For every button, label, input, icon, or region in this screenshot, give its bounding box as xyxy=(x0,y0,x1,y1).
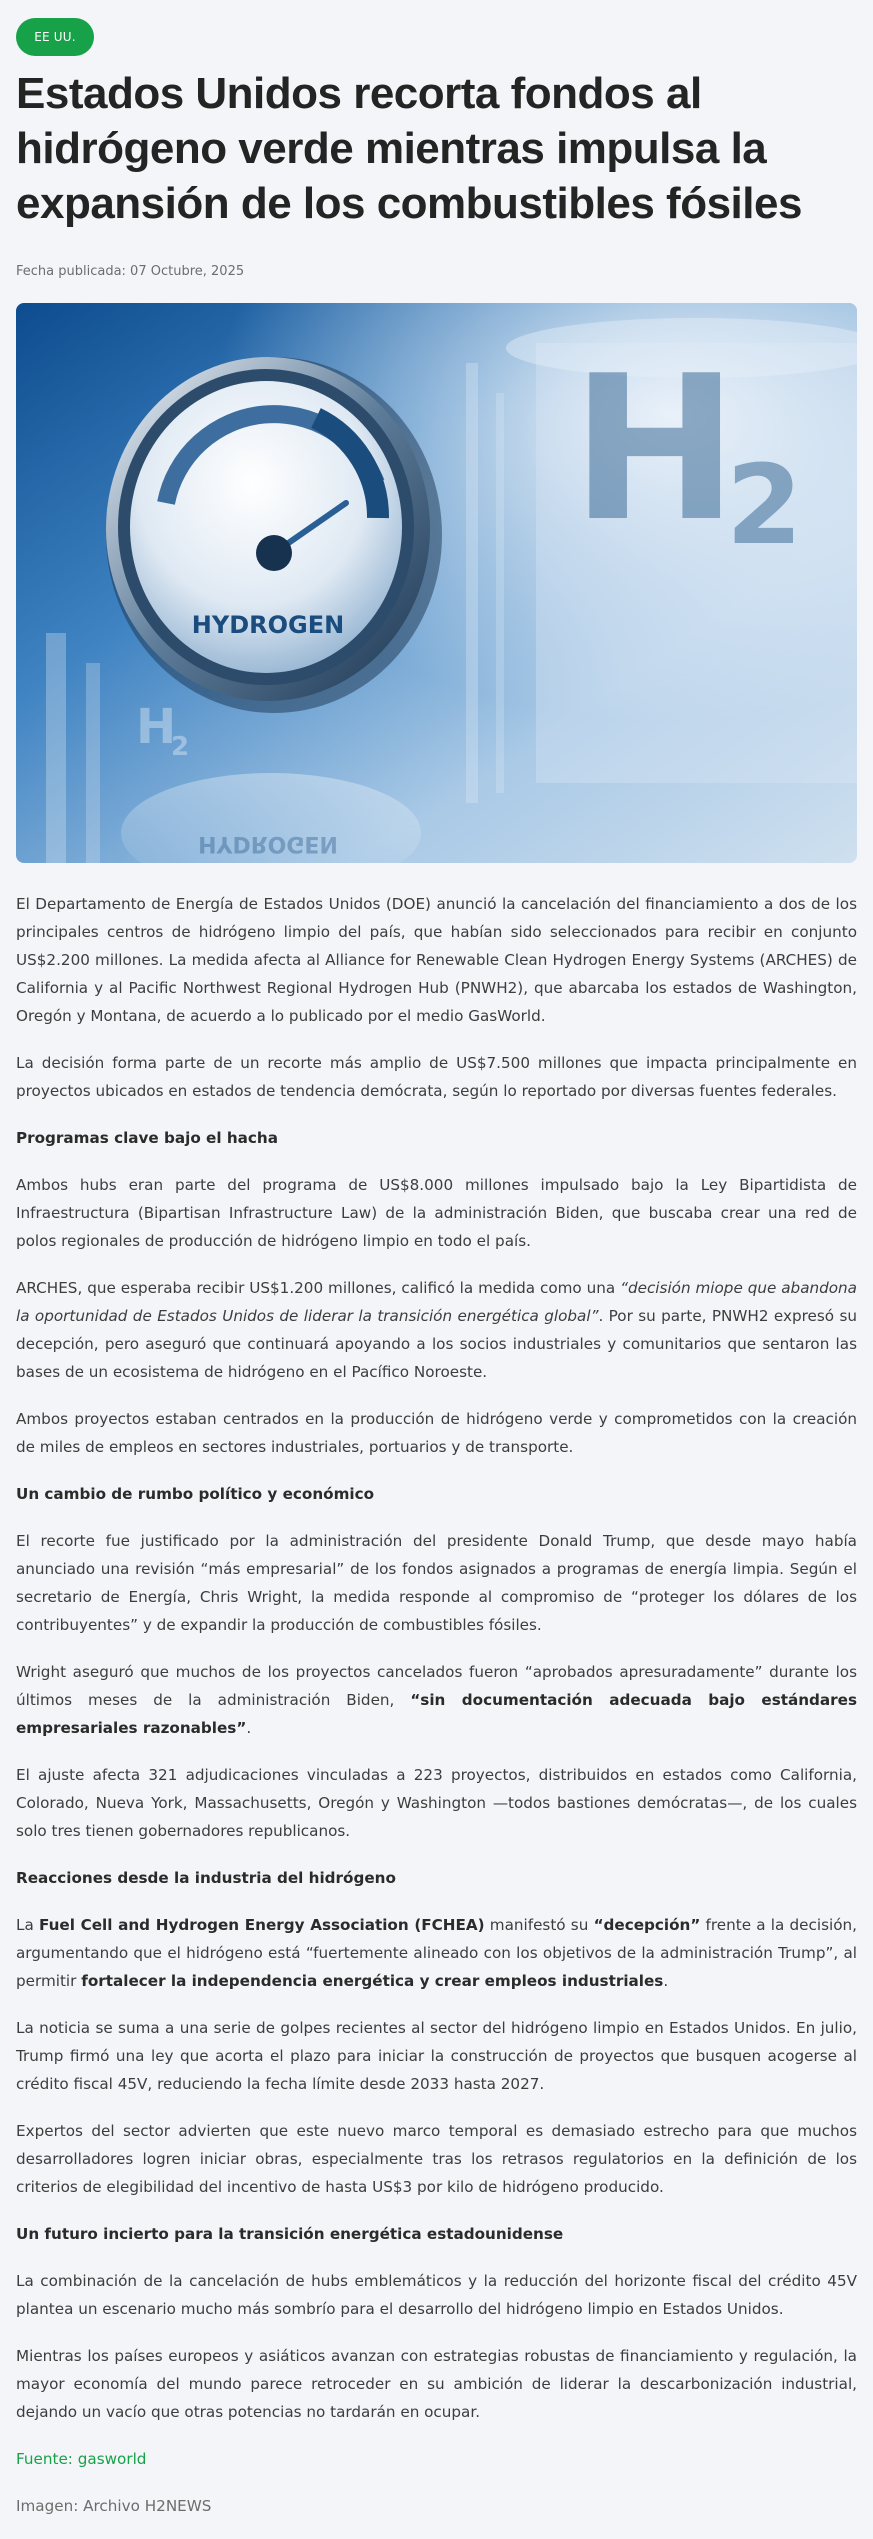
hero-image xyxy=(16,303,857,863)
paragraph-3: Ambos hubs eran parte del programa de US$8.000 millones impulsado bajo la Ley Bipartidista de Infraestructura (Bipartisan Infrastructure Law) de la administración Biden, que buscaba crear una red de polos regionales de producción de hidrógeno limpio en todo el país. xyxy=(16,1176,857,1250)
paragraph-9-bold-end: fortalecer la independencia energética y crear empleos industriales xyxy=(81,1972,664,1990)
source-label: Fuente: xyxy=(16,2450,78,2468)
paragraph-7 xyxy=(16,1658,857,1742)
category-tag[interactable]: EE UU. xyxy=(16,18,94,56)
paragraph-9-text-2: manifestó su xyxy=(484,1916,594,1934)
article-title: Estados Unidos recorta fondos al hidrógeno verde mientras impulsa la expansión de los combustibles fósiles xyxy=(16,69,802,228)
paragraph-4-text-end: . Por su parte, PNWH2 expresó su decepción, pero aseguró que continuará apoyando a los socios industriales y comunitarios que sentaron las bases de un ecosistema de hidrógeno en el Pacífico Noroeste. xyxy=(16,1307,858,1381)
image-credit: Imagen: Archivo H2NEWS xyxy=(16,2497,212,2515)
paragraph-13: Mientras los países europeos y asiáticos avanzan con estrategias robustas de financiamiento y regulación, la mayor economía del mundo parece retroceder en su ambición de liderar la descarbonización industrial, dejando un vacío que otras potencias no tardarán en ocupar. xyxy=(16,2347,857,2421)
paragraph-9-text-3: frente a la decisión, argumentando que el hidrógeno está “fuertemente alineado con los objetivos de la administración Trump”, al permitir xyxy=(16,1916,857,1990)
h2-sign-2: 2 xyxy=(726,441,803,569)
paragraph-7-bold: “sin documentación adecuada bajo estándares empresariales razonables” xyxy=(16,1691,858,1737)
publish-date: Fecha publicada: 07 Octubre, 2025 xyxy=(16,264,245,279)
subheading-3: Reacciones desde la industria del hidrógeno xyxy=(16,1869,396,1887)
paragraph-10: La noticia se suma a una serie de golpes recientes al sector del hidrógeno limpio en Estados Unidos. En julio, Trump firmó una ley que acorta el plazo para iniciar la construcción de proyectos que busquen acogerse al crédito fiscal 45V, reduciendo la fecha límite desde 2033 hasta 2027. xyxy=(16,2019,857,2093)
paragraph-1: El Departamento de Energía de Estados Unidos (DOE) anunció la cancelación del financiamiento a dos de los principales centros de hidrógeno limpio del país, que habían sido seleccionados para recibir en conjunto US$2.200 millones. La medida afecta al Alliance for Renewable Clean Hydrogen Energy Systems (ARCHES) de California y al Pacific Northwest Regional Hydrogen Hub (PNWH2), que abarcaba los estados de Washington, Oregón y Montana, de acuerdo a lo publicado por el medio GasWorld. xyxy=(16,895,857,1025)
paragraph-4-text: ARCHES, que esperaba recibir US$1.200 millones, calificó la medida como una xyxy=(16,1279,621,1297)
paragraph-7-end: . xyxy=(246,1719,252,1737)
subheading-1: Programas clave bajo el hacha xyxy=(16,1129,278,1147)
paragraph-12: La combinación de la cancelación de hubs emblemáticos y la reducción del horizonte fiscal del crédito 45V plantea un escenario mucho más sombrío para el desarrollo del hidrógeno limpio en Estados Unidos. xyxy=(16,2272,857,2318)
paragraph-9-end: . xyxy=(663,1972,669,1990)
subheading-4: Un futuro incierto para la transición energética estadounidense xyxy=(16,2225,564,2243)
paragraph-9 xyxy=(16,1911,857,1995)
hydrogen-gauge-icon xyxy=(106,357,442,713)
small-h2-sign-2: 2 xyxy=(171,732,190,762)
paragraph-7-text: Wright aseguró que muchos de los proyectos cancelados fueron “aprobados apresuradamente” durante los últimos meses de la administración Biden, xyxy=(16,1663,857,1709)
paragraph-9-bold-quote: “decepción” xyxy=(593,1916,701,1934)
subheading-2: Un cambio de rumbo político y económico xyxy=(16,1485,375,1503)
paragraph-4 xyxy=(16,1274,857,1386)
paragraph-5: Ambos proyectos estaban centrados en la producción de hidrógeno verde y comprometidos con la creación de miles de empleos en sectores industriales, portuarios y de transporte. xyxy=(16,1410,857,1456)
gauge-label: HYDROGEN xyxy=(191,611,345,639)
source-link[interactable]: gasworld xyxy=(77,2450,147,2468)
paragraph-6: El recorte fue justificado por la administración del presidente Donald Trump, que desde mayo había anunciado una revisión “más empresarial” de los fondos asignados a programas de energía limpia. Según el secretario de Energía, Chris Wright, la medida responde al compromiso de “proteger los dólares de los contribuyentes” y de expandir la producción de combustibles fósiles. xyxy=(16,1532,857,1634)
small-h2-sign-h: H xyxy=(136,699,177,755)
paragraph-11: Expertos del sector advierten que este nuevo marco temporal es demasiado estrecho para que muchos desarrolladores logren iniciar obras, especialmente tras los retrasos regulatorios en la definición de los criterios de elegibilidad del incentivo de hasta US$3 por kilo de hidrógeno producido. xyxy=(16,2122,857,2196)
gauge-reflection-label: HYDROGEN xyxy=(198,831,338,856)
paragraph-9-text: La xyxy=(16,1916,39,1934)
paragraph-2: La decisión forma parte de un recorte más amplio de US$7.500 millones que impacta principalmente en proyectos ubicados en estados de tendencia demócrata, según lo reportado por diversas fuentes federales. xyxy=(16,1054,857,1100)
source-line xyxy=(16,2445,857,2473)
paragraph-8: El ajuste afecta 321 adjudicaciones vinculadas a 223 proyectos, distribuidos en estados como California, Colorado, Nueva York, Massachusetts, Oregón y Washington —todos bastiones demócratas—, de los cuales solo tres tienen gobernadores republicanos. xyxy=(16,1766,857,1840)
article-body xyxy=(16,890,857,2539)
paragraph-4-quote: “decisión miope que abandona la oportunidad de Estados Unidos de liderar la transición energética global” xyxy=(16,1279,857,1325)
paragraph-9-org: Fuel Cell and Hydrogen Energy Association (FCHEA) xyxy=(38,1916,485,1934)
h2-sign-h: H xyxy=(571,333,739,566)
